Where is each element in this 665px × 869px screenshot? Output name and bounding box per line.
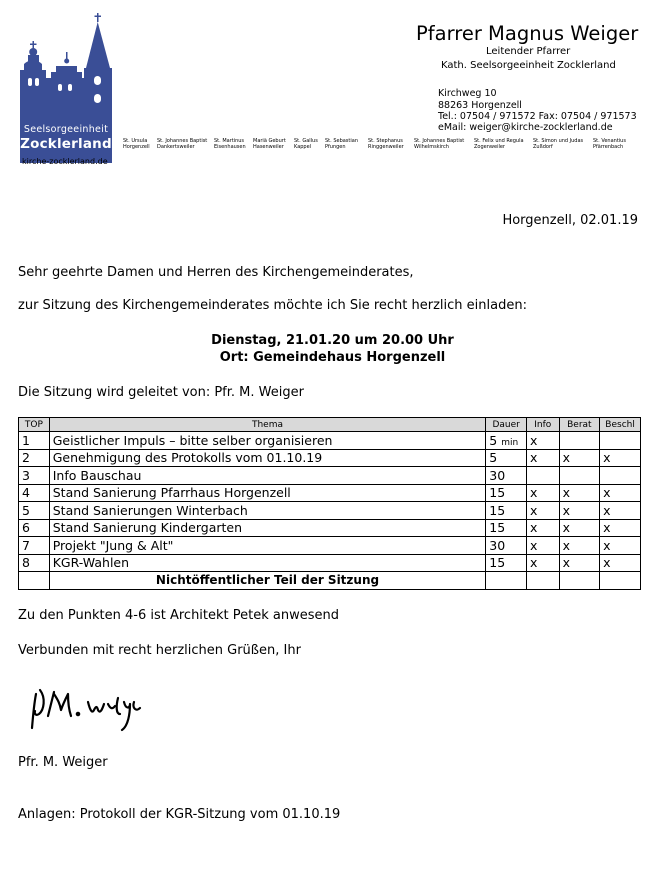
cell-beschl — [600, 432, 641, 450]
cell-info: x — [526, 554, 559, 572]
architect-note: Zu den Punkten 4-6 ist Architekt Petek anwesend — [18, 608, 339, 623]
cell-top: 5 — [19, 502, 50, 520]
parish-place: Pfärrenbach — [593, 144, 624, 150]
parish-name: St. Simon und Judas — [533, 138, 584, 144]
cell-beschl: x — [600, 449, 641, 467]
cell-dauer: 30 — [486, 467, 527, 485]
phone-fax: Tel.: 07504 / 971572 Fax: 07504 / 971573 — [438, 111, 637, 122]
parish-name: Mariä Geburt — [253, 138, 286, 144]
table-row — [19, 537, 641, 555]
sender-unit: Kath. Seelsorgeeinheit Zocklerland — [441, 60, 616, 71]
cell-info: x — [526, 484, 559, 502]
table-row — [19, 449, 641, 467]
cell-dauer: 15 — [486, 554, 527, 572]
parish-place: Wilhelmskirch — [414, 144, 449, 150]
cell-dauer: 30 — [486, 537, 527, 555]
cell-thema: Stand Sanierungen Winterbach — [49, 502, 486, 520]
cell-thema: Projekt "Jung & Alt" — [49, 537, 486, 555]
parish-name: St. Stephanus — [368, 138, 403, 144]
table-row-nonpublic — [19, 572, 641, 590]
parish-item — [253, 138, 286, 150]
parish-place: Hasenweiler — [253, 144, 284, 150]
cell-top: 7 — [19, 537, 50, 555]
cell-top: 3 — [19, 467, 50, 485]
table-row — [19, 554, 641, 572]
parish-item — [214, 138, 246, 150]
cell-beschl: x — [600, 537, 641, 555]
salutation: Sehr geehrte Damen und Herren des Kirchengemeinderates, — [18, 265, 414, 280]
cell-berat: x — [559, 502, 600, 520]
cell-berat — [559, 467, 600, 485]
meeting-date: Dienstag, 21.01.20 um 20.00 Uhr — [211, 333, 454, 348]
cell-top: 1 — [19, 432, 50, 450]
cell-top — [19, 572, 50, 590]
email-address: eMail: weiger@kirche-zocklerland.de — [438, 122, 613, 133]
table-row — [19, 432, 641, 450]
cell-beschl: x — [600, 502, 641, 520]
cell-beschl — [600, 572, 641, 590]
parish-place: Ringgenweiler — [368, 144, 404, 150]
cell-berat: x — [559, 449, 600, 467]
parish-place: Pfungen — [325, 144, 346, 150]
church-towers-icon — [18, 12, 114, 118]
cell-top: 6 — [19, 519, 50, 537]
cell-beschl — [600, 467, 641, 485]
cell-berat: x — [559, 484, 600, 502]
cell-info: x — [526, 537, 559, 555]
parish-item — [294, 138, 318, 150]
parish-logo — [18, 12, 114, 160]
table-row — [19, 502, 641, 520]
table-row — [19, 484, 641, 502]
cell-info: x — [526, 519, 559, 537]
parish-place: Horgenzell — [123, 144, 150, 150]
cell-thema: Geistlicher Impuls – bitte selber organisieren — [49, 432, 486, 450]
parish-place: Kappel — [294, 144, 312, 150]
address-city: 88263 Horgenzell — [438, 100, 522, 111]
cell-thema: Genehmigung des Protokolls vom 01.10.19 — [49, 449, 486, 467]
cell-top: 2 — [19, 449, 50, 467]
attachments-text: Anlagen: Protokoll der KGR-Sitzung vom 01.10.19 — [18, 807, 341, 822]
col-header-thema: Thema — [49, 418, 486, 432]
col-header-top: TOP — [19, 418, 50, 432]
logo-text-box — [20, 116, 112, 163]
parish-item — [368, 138, 404, 150]
cell-info: x — [526, 432, 559, 450]
cell-thema: Info Bauschau — [49, 467, 486, 485]
parish-name: St. Gallus — [294, 138, 318, 144]
table-row — [19, 519, 641, 537]
cell-top: 4 — [19, 484, 50, 502]
address-street: Kirchweg 10 — [438, 88, 497, 99]
parish-name: St. Johannes Baptist — [414, 138, 465, 144]
col-header-beschl: Beschl — [600, 418, 641, 432]
parish-item — [123, 138, 150, 150]
parish-name: St. Johannes Baptist — [157, 138, 208, 144]
cell-thema: Stand Sanierung Pfarrhaus Horgenzell — [49, 484, 486, 502]
table-header-row — [19, 418, 641, 432]
cell-info — [526, 467, 559, 485]
table-row — [19, 467, 641, 485]
col-header-dauer: Dauer — [486, 418, 527, 432]
duration-value: 5 — [489, 432, 498, 448]
parish-place: Eisenhausen — [214, 144, 246, 150]
cell-info: x — [526, 449, 559, 467]
cell-top: 8 — [19, 554, 50, 572]
cell-dauer — [486, 432, 527, 450]
cell-berat — [559, 572, 600, 590]
logo-line-zocklerland: Zocklerland — [20, 136, 112, 152]
cell-berat: x — [559, 519, 600, 537]
parish-name: St. Venantius — [593, 138, 626, 144]
cell-dauer — [486, 572, 527, 590]
cell-thema: KGR-Wahlen — [49, 554, 486, 572]
cell-dauer: 15 — [486, 502, 527, 520]
cell-thema: Stand Sanierung Kindergarten — [49, 519, 486, 537]
nonpublic-label: Nichtöffentlicher Teil der Sitzung — [49, 572, 486, 590]
chair-text: Die Sitzung wird geleitet von: Pfr. M. Weiger — [18, 385, 304, 400]
cell-dauer: 15 — [486, 484, 527, 502]
parish-name: St. Martinus — [214, 138, 245, 144]
sender-name: Pfarrer Magnus Weiger — [416, 22, 639, 45]
parish-item — [533, 138, 583, 150]
sender-role: Leitender Pfarrer — [486, 46, 571, 57]
cell-info: x — [526, 502, 559, 520]
parish-item — [474, 138, 524, 150]
parish-place: Zußdorf — [533, 144, 553, 150]
cell-beschl: x — [600, 484, 641, 502]
signer-name: Pfr. M. Weiger — [18, 755, 108, 770]
cell-beschl: x — [600, 519, 641, 537]
intro-text: zur Sitzung des Kirchengemeinderates möchte ich Sie recht herzlich einladen: — [18, 298, 527, 313]
website-text: kirche-zocklerland.de — [22, 157, 108, 166]
letter-date: Horgenzell, 02.01.19 — [502, 213, 638, 228]
parish-item — [157, 138, 207, 150]
parish-name: St. Sebastian — [325, 138, 358, 144]
parish-item — [414, 138, 464, 150]
col-header-info: Info — [526, 418, 559, 432]
cell-berat: x — [559, 537, 600, 555]
duration-unit: min — [501, 437, 519, 448]
closing-text: Verbunden mit recht herzlichen Grüßen, Ihr — [18, 643, 301, 658]
cell-dauer: 15 — [486, 519, 527, 537]
col-header-berat: Berat — [559, 418, 600, 432]
handwritten-signature — [30, 680, 160, 740]
parish-name: St. Felix und Regula — [474, 138, 524, 144]
logo-line-seelsorgeeinheit: Seelsorgeeinheit — [23, 124, 109, 135]
agenda-table — [18, 417, 641, 590]
parish-item — [325, 138, 358, 150]
cell-berat: x — [559, 554, 600, 572]
cell-beschl: x — [600, 554, 641, 572]
parish-place: Dankertsweiler — [157, 144, 195, 150]
parish-name: St. Ursula — [123, 138, 148, 144]
parish-item — [593, 138, 626, 150]
meeting-place: Ort: Gemeindehaus Horgenzell — [219, 350, 446, 365]
parish-place: Zogenweiler — [474, 144, 505, 150]
cell-berat — [559, 432, 600, 450]
cell-info — [526, 572, 559, 590]
cell-dauer: 5 — [486, 449, 527, 467]
